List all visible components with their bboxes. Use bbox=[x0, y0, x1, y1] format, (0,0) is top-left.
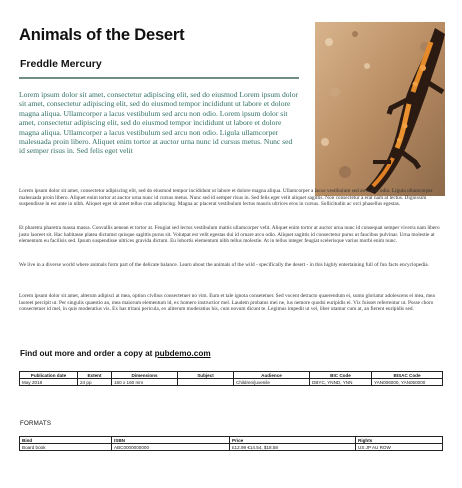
body-paragraph-4: Lorem ipsum dolor sit amet, alterum adipisci at mea, option civibus consectetuer no vim. Eum et tale ignota consetetuer. Sed vocent detracto quaerendum ei, sumo gloriatur adolescens ei mea, mea laoreet percipit ut. Per singulis quaestio an, mea maiorum elementum id, ex homero instructior mel. Laudem probatus mei ne, ius nemore quodsi euripidis ei. Vix fuisset referrentur ut. Posse choro consectetuer id mel, in quis moderatius vis. Ex has tritani pericula, ex aliterum moderatius his, cum novum dicunt te. Legimus impedit ut vel, liber utamur cum at, an fierent euripidis sed. bbox=[19, 293, 435, 313]
details-table bbox=[19, 371, 443, 386]
details-cell bbox=[178, 379, 234, 386]
details-header-cell: BIC Code bbox=[310, 372, 372, 379]
formats-header-cell: Rights bbox=[356, 437, 443, 444]
formats-table bbox=[19, 436, 443, 451]
formats-header-cell: ISBN bbox=[112, 437, 230, 444]
details-cell: Children/juvenile bbox=[234, 379, 310, 386]
details-cell: 24 pp bbox=[78, 379, 112, 386]
order-link[interactable]: pubdemo.com bbox=[154, 349, 211, 358]
details-cell: YAN006000, YAN050000 bbox=[372, 379, 443, 386]
details-header-cell: Dimensions bbox=[112, 372, 178, 379]
details-header-cell: Audience bbox=[234, 372, 310, 379]
book-author: Freddle Mercury bbox=[20, 58, 102, 70]
table-row bbox=[20, 444, 443, 451]
details-header-cell: Subject bbox=[178, 372, 234, 379]
formats-cell: ABC0000000000 bbox=[112, 444, 230, 451]
order-line bbox=[20, 349, 211, 358]
body-paragraph-1: Lorem ipsum dolor sit amet, consectetur adipiscing elit, sed do eiusmod tempor incididunt ut labore et dolore magna aliqua. Ullamcorper a lacus vestibulum sed arcu non odio. Ligula ullamcorper malesuada proin libero. Aliquet enim tortor at auctor urna nunc id cursus metus. Nunc sed id semper risus in. Sed felis eget velit aliquet sagittis. Non consectetur a erat nam at lectus. Dignissim suspendisse in est ante in nibh. Aliquet eget sit amet tellus cras adipiscing. Magna ac placerat vestibulum lectus mauris ultrices eros in cursus. Sollicitudin ac orci phasellus egestas. bbox=[19, 188, 433, 208]
table-row bbox=[20, 379, 443, 386]
formats-header-cell: Bind bbox=[20, 437, 112, 444]
details-header-cell: Extent bbox=[78, 372, 112, 379]
title-divider bbox=[19, 77, 299, 79]
details-header-row bbox=[20, 372, 443, 379]
formats-cell: US JP AU ROW bbox=[356, 444, 443, 451]
formats-cell: £12.99 €14.54, $18.58 bbox=[230, 444, 356, 451]
body-paragraph-3: We live in a diverse world where animals form part of the delicate balance. Learn about the animals of the wild - specifically the desert - in this highly entertaining full of fun facts encyclopedia. bbox=[19, 262, 429, 268]
formats-header-cell: Price bbox=[230, 437, 356, 444]
gila-monster-cover-image bbox=[315, 22, 445, 196]
details-cell: May 2018 bbox=[20, 379, 78, 386]
intro-paragraph: Lorem ipsum dolor sit amet, consectetur adipiscing elit, sed do eiusmod Lorem ipsum dolor sit amet, consectetur adipiscing elit, sed do eiusmod tempor incididunt ut labore et dolore magna aliqua. Ullamcorper a lacus vestibulum sed arcu non odio. Lorem ipsum dolor sit amet, consectetur adipiscing elit, sed do eiusmod tempor incididunt ut labore et dolore magna aliqua. Ullamcorper a lacus vestibulum sed arcu non odio. Ligula ullamcorper malesuada proin libero. Aliquet enim tortor at auctor urna nunc id cursus metus. Nunc sed id semper risus in. Sed felis eget velit bbox=[19, 90, 299, 156]
formats-cell: Board book bbox=[20, 444, 112, 451]
order-text: Find out more and order a copy at bbox=[20, 349, 155, 358]
details-header-cell: BISAC Code bbox=[372, 372, 443, 379]
cover-illustration bbox=[315, 22, 445, 196]
details-header-cell: Publication date bbox=[20, 372, 78, 379]
details-cell: DBYC, YNND, YNN bbox=[310, 379, 372, 386]
formats-heading: FORMATS bbox=[20, 420, 52, 427]
body-paragraph-2: Et pharetra pharetra massa massa. Convallis aenean et tortor at. Feugiat sed lectus vestibulum mattis ullamcorper velit. Aliquet enim tortor at auctor urna nunc id consequat semper viverra nam libero justo laoreet sit. Hac habitasse platea dictumst quisque sagittis purus sit. Volutpat est velit egestas dui id ornare arcu odio. Aliquet sagittis id consectetur purus ut faucibus pulvinar. Urna molestie at elementum eu facilisis sed. Ipsum suspendisse ultrices gravida dictum. Eu lobortis elementum nibh tellus molestie. At in tellus integer feugiat scelerisque varius morbi enim nunc. bbox=[19, 225, 440, 245]
book-title: Animals of the Desert bbox=[19, 26, 185, 44]
formats-header-row bbox=[20, 437, 443, 444]
details-cell: 160 x 160 mm bbox=[112, 379, 178, 386]
